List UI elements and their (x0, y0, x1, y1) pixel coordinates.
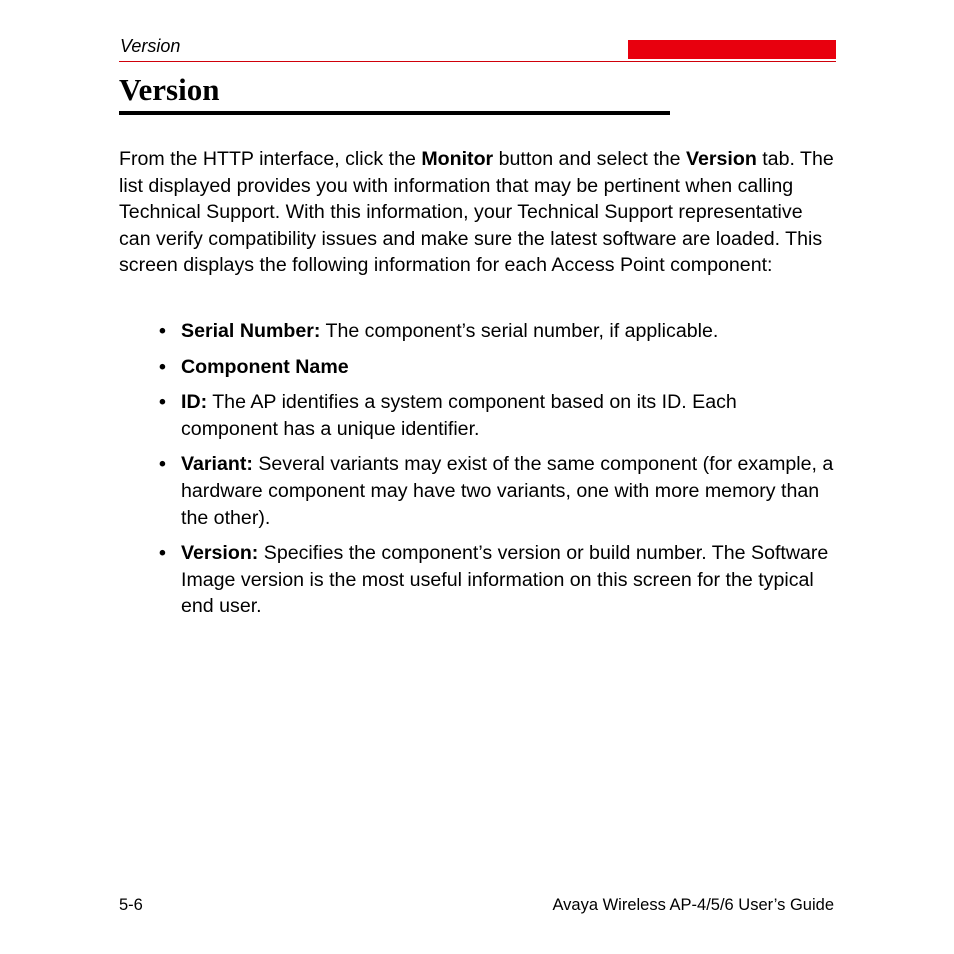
bullet-marker: • (159, 453, 166, 476)
bullet-description: Specifies the component’s version or build number. The Software Image version is the most useful information on this screen for the typical end user. (181, 542, 829, 618)
list-item-id (159, 389, 839, 442)
intro-text-3: tab. The list displayed provides you with information that may be pertinent when calling Technical Support. With this information, your Technical Support representative can verify compatibility issues and make sure the latest software are loaded. This screen displays the following information for each Access Point component: (119, 148, 834, 277)
page-number: 5-6 (119, 896, 143, 914)
monitor-term: Monitor (421, 148, 494, 170)
list-item-version (159, 540, 839, 620)
bullet-description: The AP identifies a system component based on its ID. Each component has a unique identifier. (181, 391, 737, 440)
bullet-term: ID: (181, 391, 208, 414)
bullet-marker: • (159, 320, 166, 342)
bullet-term: Variant: (181, 453, 253, 476)
component-info-list (159, 318, 839, 629)
bullet-marker: • (159, 542, 166, 565)
bullet-term: Version: (181, 542, 259, 565)
bullet-marker: • (159, 391, 166, 414)
bullet-term: Serial Number: (181, 320, 321, 342)
list-item-variant (159, 451, 839, 531)
header-accent-bar (628, 40, 836, 59)
bullet-term: Component Name (181, 355, 349, 378)
bullet-marker: • (159, 355, 166, 378)
header-rule (119, 61, 836, 62)
list-item-serial-number (159, 318, 839, 345)
bullet-description: The component’s serial number, if applicable. (320, 320, 719, 342)
list-item-component-name (159, 354, 839, 381)
intro-text-2: button and select the (493, 148, 686, 170)
intro-text-1: From the HTTP interface, click the (119, 148, 422, 170)
intro-paragraph (119, 146, 834, 279)
version-term: Version (686, 148, 757, 170)
title-underline (119, 111, 670, 115)
running-header: Version (120, 36, 181, 56)
bullet-description: Several variants may exist of the same component (for example, a hardware component may have two variants, one with more memory than the other). (181, 453, 834, 529)
guide-title: Avaya Wireless AP-4/5/6 User’s Guide (552, 896, 834, 914)
page-title: Version (119, 72, 220, 107)
